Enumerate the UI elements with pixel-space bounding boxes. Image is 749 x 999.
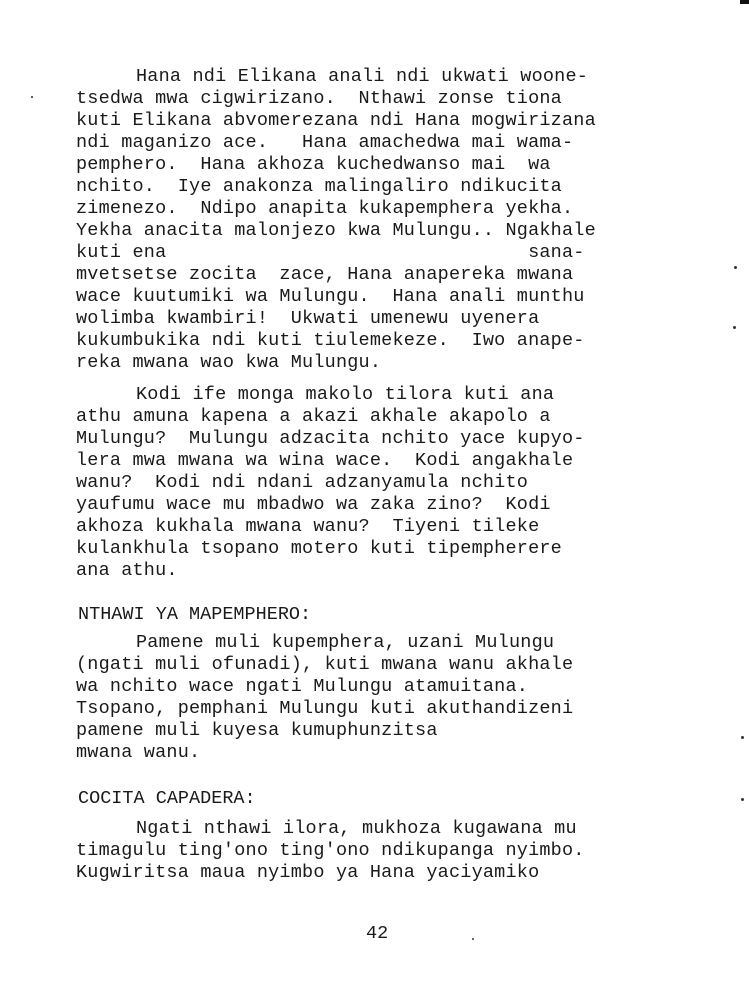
text-line: Pamene muli kupemphera, uzani Mulungu <box>136 632 555 653</box>
text-line: (ngati muli ofunadi), kuti mwana wanu akhale <box>76 654 574 675</box>
paragraph-3 <box>76 632 676 764</box>
text-line: reka mwana wao kwa Mulungu. <box>76 352 382 373</box>
paragraph-2 <box>76 384 676 582</box>
text-line: timagulu ting'ono ting'ono ndikupanga nyimbo. <box>76 840 585 861</box>
text-line: yaufumu wace mu mbadwo wa zaka zino? Kodi <box>76 494 551 515</box>
page-number: 42 <box>366 923 389 944</box>
text-line: Kugwiritsa maua nyimbo ya Hana yaciyamiko <box>76 862 540 883</box>
section-heading-activity: COCITA CAPADERA: <box>78 788 256 809</box>
text-line: kuti Elikana abvomerezana ndi Hana mogwirizana <box>76 110 596 131</box>
scan-speck <box>733 326 736 329</box>
text-line: kukumbukika ndi kuti tiulemekeze. Iwo anape- <box>76 330 585 351</box>
text-line: wanu? Kodi ndi ndani adzanyamula nchito <box>76 472 529 493</box>
text-line: zimenezo. Ndipo anapita kukapemphera yekha. <box>76 198 574 219</box>
text-line: wolimba kwambiri! Ukwati umenewu uyenera <box>76 308 540 329</box>
paragraph-4 <box>76 818 676 884</box>
text-line: pamene muli kuyesa kumuphunzitsa <box>76 720 438 741</box>
text-line: Hana ndi Elikana anali ndi ukwati woone- <box>136 66 589 87</box>
scan-speck <box>734 266 737 269</box>
text-line: lera mwa mwana wa wina wace. Kodi angakhale <box>76 450 574 471</box>
text-line: kulankhula tsopano motero kuti tipempherere <box>76 538 562 559</box>
text-line: mvetsetse zocita zace, Hana anapereka mwana <box>76 264 574 285</box>
text-line: Ngati nthawi ilora, mukhoza kugawana mu <box>136 818 577 839</box>
text-line: pemphero. Hana akhoza kuchedwanso mai wa <box>76 154 551 175</box>
text-line: athu amuna kapena a akazi akhale akapolo a <box>76 406 551 427</box>
text-line: wa nchito wace ngati Mulungu atamuitana. <box>76 676 529 697</box>
text-line: Kodi ife monga makolo tilora kuti ana <box>136 384 555 405</box>
text-line: mwana wanu. <box>76 742 201 763</box>
text-line: Tsopano, pemphani Mulungu kuti akuthandizeni <box>76 698 574 719</box>
corner-mark <box>740 0 749 4</box>
text-line: ana athu. <box>76 560 178 581</box>
text-line: nchito. Iye anakonza malingaliro ndikucita <box>76 176 562 197</box>
scan-speck <box>741 798 744 801</box>
text-line: akhoza kukhala mwana wanu? Tiyeni tileke <box>76 516 540 537</box>
text-line: kuti ena sana- <box>76 242 585 263</box>
text-line: Yekha anacita malonjezo kwa Mulungu.. Ngakhale <box>76 220 596 241</box>
scan-speck <box>741 736 744 739</box>
text-line: tsedwa mwa cigwirizano. Nthawi zonse tiona <box>76 88 562 109</box>
scan-speck <box>31 96 33 98</box>
section-heading-prayer: NTHAWI YA MAPEMPHERO: <box>78 604 312 625</box>
text-line: ndi maganizo ace. Hana amachedwa mai wama- <box>76 132 574 153</box>
text-line: wace kuutumiki wa Mulungu. Hana anali munthu <box>76 286 585 307</box>
scan-speck <box>472 938 474 940</box>
text-line: Mulungu? Mulungu adzacita nchito yace kupyo- <box>76 428 585 449</box>
paragraph-1 <box>76 66 676 374</box>
